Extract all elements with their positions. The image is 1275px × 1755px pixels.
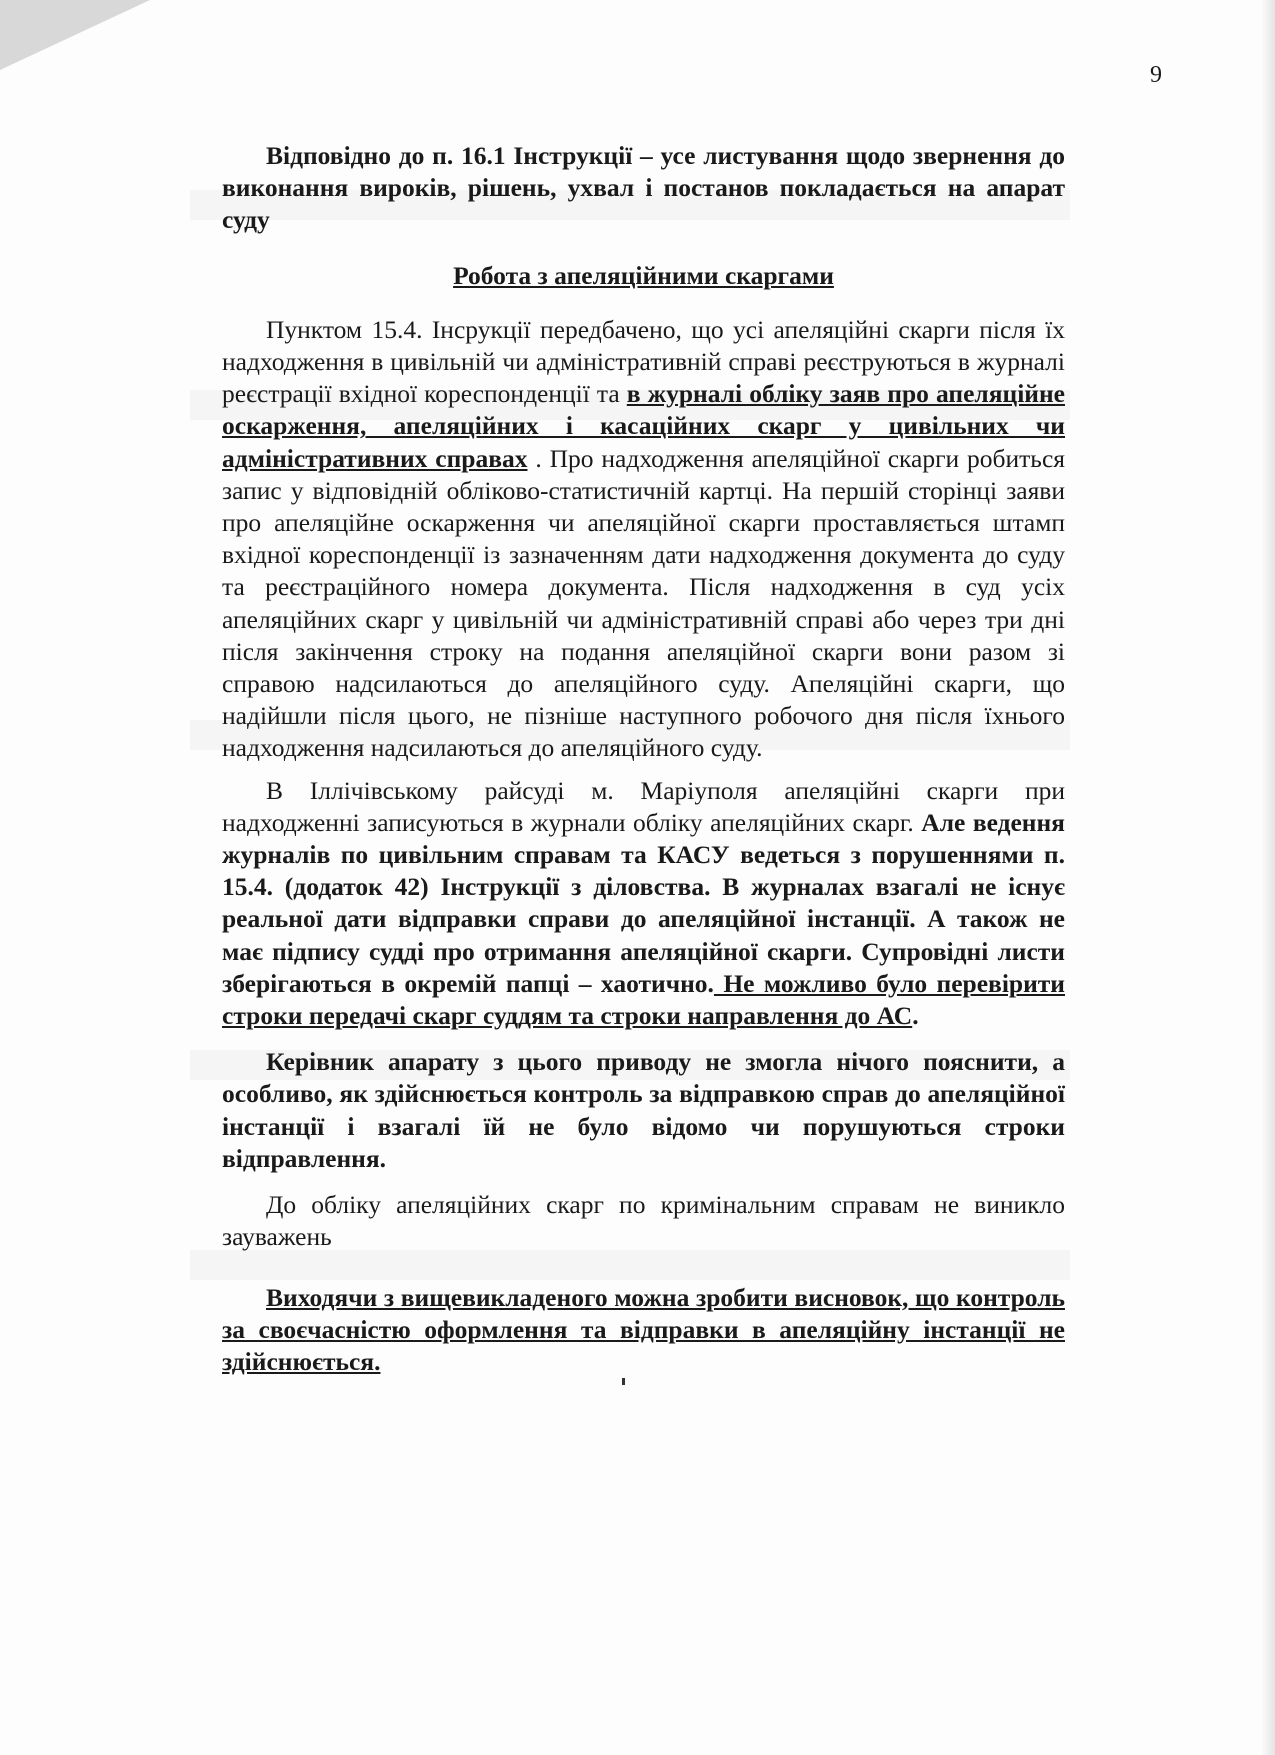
paragraph-text: Пунктом 15.4. Інсрукції передбачено, що усі апеляційні скарги після їх надходження в цивільній чи адміністративній справі реєструються в журналі реєстрації вхідної кореспонденції та: [222, 314, 1065, 409]
scan-edge-shadow: [1261, 0, 1275, 1755]
scan-corner-shadow: [0, 0, 150, 70]
paragraph-illichivsk-court: [222, 775, 1065, 1033]
section-heading: Робота з апеляційними скаргами: [453, 260, 834, 290]
page-number: 9: [1150, 62, 1162, 88]
paragraph-instruction-16-1: Відповідно до п. 16.1 Інструкції – усе листування щодо звернення до виконання вироків, рішень, ухвал і постанов покладається на апарат суду: [222, 141, 1065, 235]
paragraph-text: . Про надходження апеляційної скарги робиться запис у відповідній обліково-статистичній картці. На першій сторінці заяви про апеляційне оскарження чи апеляційної скарги проставляється штамп вхідної кореспонденції із зазначенням дати надходження документа до суду та реєстраційного номера документа. Після надходження в суд усіх апеляційних скарг у цивільній чи адміністративній справі або через три дні після закінчення строку на подання апеляційної скарги вони разом зі справою надсилаються до апеляційного суду. Апеляційні скарги, що надійшли після цього, не пізніше наступного робочого дня після їхнього надходження надсилаються до апеляційного суду.: [222, 443, 1065, 763]
paragraph-text: .: [912, 1001, 919, 1031]
document-body: [222, 140, 1065, 1378]
violations-text: Але ведення журналів по цивільним справам та КАСУ ведеться з порушеннями п. 15.4. (додаток 42) Інструкції з діловства. В журналах взагалі не існує реальної дати відправки справи до апеляційної інстанції. А також не має підпису судді про отримання апеляційної скарги. Супровідні листи зберігаються в окремій папці – хаотично.: [222, 807, 1065, 998]
paragraph-conclusion: Виходячи з вищевикладеного можна зробити висновок, що контроль за своєчасністю оформлення та відправки в апеляційну інстанції не здійснюється.: [222, 1282, 1065, 1376]
journal-name-emphasis: в журналі обліку заяв про апеляційне оскарження, апеляційних і касаційних скарг у цивільних чи адміністративних справах: [222, 379, 1065, 473]
paragraph-head-of-staff: Керівник апарату з цього приводу не змогла нічого пояснити, а особливо, як здійснюється контроль за відправкою справ до апеляційної інстанції і взагалі їй не було відомо чи порушуються строки відправлення.: [222, 1047, 1065, 1173]
paragraph-appeal-registration: [222, 314, 1065, 765]
paragraph-text: В Іллічівському райсуді м. Маріуполя апеляційні скарги при надходженні записуються в журнали обліку апеляційних скарг.: [222, 775, 1065, 837]
verification-failure-text: Не можливо було перевірити строки передачі скарг суддям та строки направлення до АС: [222, 968, 1066, 1031]
stray-mark: [622, 1378, 625, 1385]
paragraph-criminal-cases: До обліку апеляційних скарг по кримінальним справам не виникло зауважень: [222, 1190, 1065, 1252]
